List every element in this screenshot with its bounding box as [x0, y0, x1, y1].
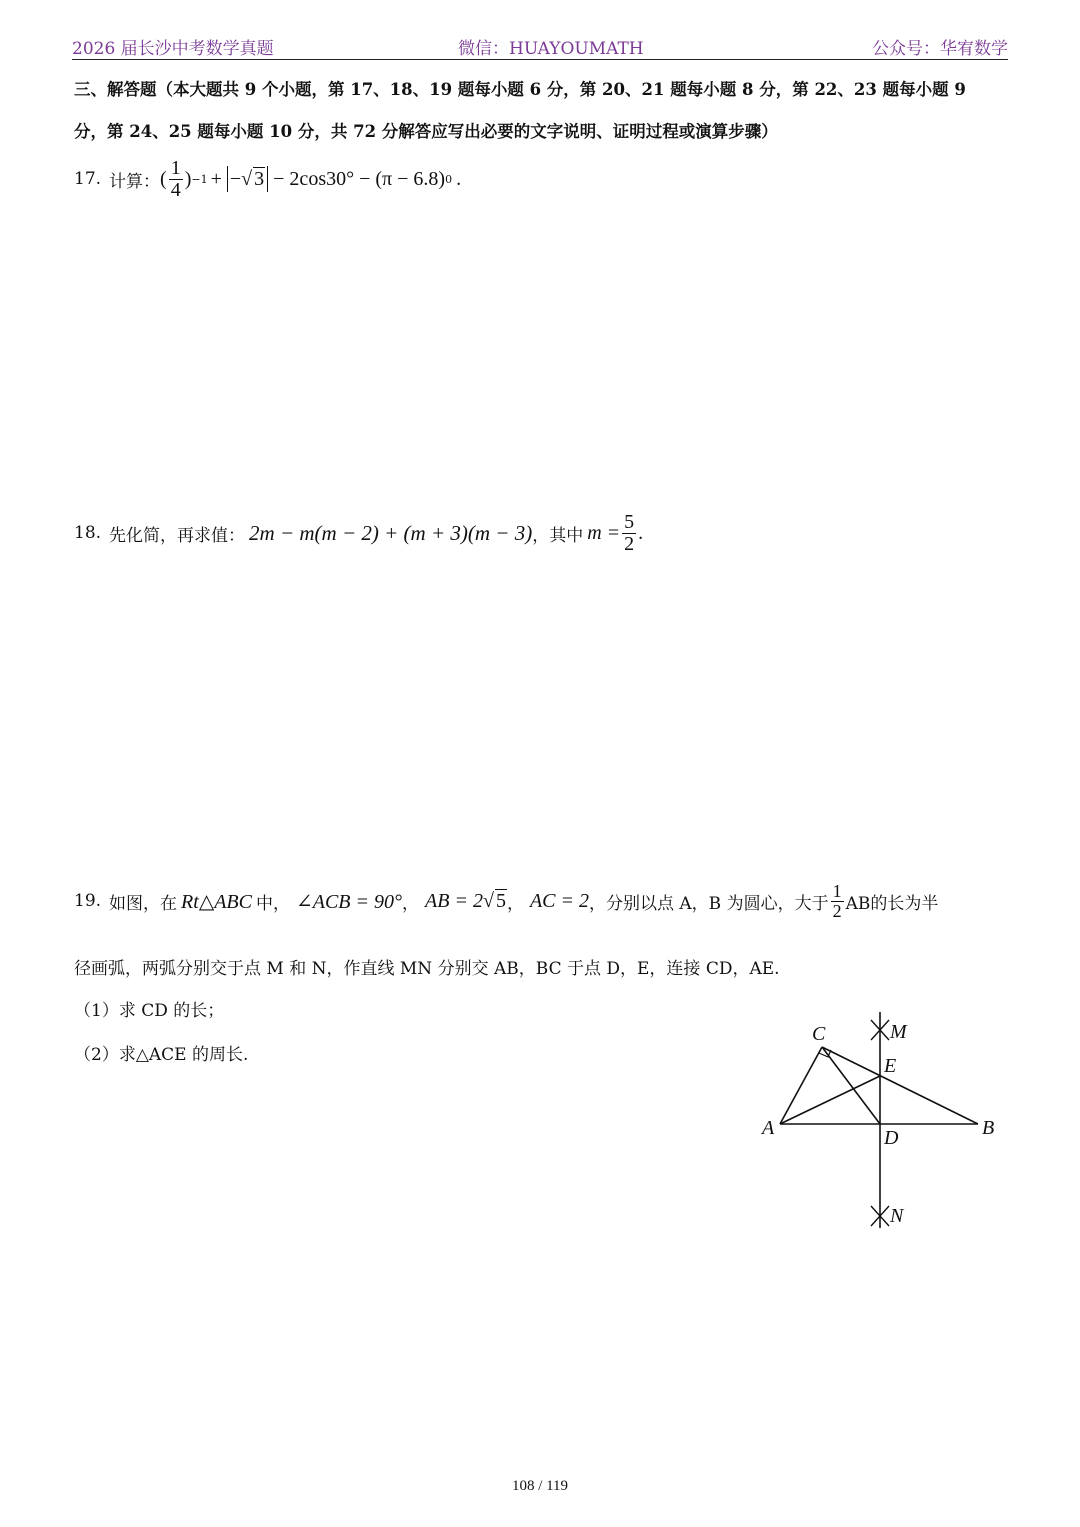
header-wechat: 微信：HUAYOUMATH: [458, 39, 644, 59]
question-19-sub1: （1）求 CD 的长；: [74, 1001, 225, 1021]
label-b: B: [982, 1117, 995, 1139]
label-d: D: [884, 1127, 899, 1149]
question-18: 18. 先化简，再求值： 2m − m(m − 2) + (m + 3)(m − 3) ，其中 m = $\frac{5}{2}$ .: [74, 510, 644, 555]
header-rule: [72, 59, 1008, 60]
q17-abs-right: [267, 166, 268, 192]
question-17-number: 17.: [74, 169, 102, 189]
header-public-account: 公众号：华宥数学: [872, 39, 1008, 59]
q19-sqrt: 5: [495, 889, 506, 912]
question-17: 17. 计算： ( $\frac{1}{4}$ ) −1 + − √ 3 − 2cos30° − (π − 6.8) 0 .: [74, 156, 462, 201]
segment-cd: [822, 1047, 880, 1124]
q17-sqrt: 3: [254, 167, 265, 190]
question-19-line1: 19. 如图，在 Rt△ABC 中， ∠ACB = 90° ， AB = 2 √ 5 ， AC = 2 ，分别以点 A，B 为圆心，大于 $\frac{1}{2}$ AB的长为半: [74, 880, 939, 921]
q17-fraction: $\frac{1}{4}$: [170, 156, 181, 201]
section-heading-line1: 三、解答题（本大题共 9 个小题，第 17、18、19 题每小题 6 分，第 20、21 题每小题 8 分，第 22、23 题每小题 9: [74, 80, 966, 99]
segment-ac: [780, 1047, 822, 1124]
question-17-lead: 计算：: [109, 171, 161, 192]
question-19-number: 19.: [74, 891, 102, 911]
q17-abs-left: [227, 166, 228, 192]
label-c: C: [812, 1023, 826, 1045]
q18-expression: 2m − m(m − 2) + (m + 3)(m − 3): [249, 520, 533, 545]
question-19-line2: 径画弧，两弧分别交于点 M 和 N，作直线 MN 分别交 AB，BC 于点 D，E，连接 CD，AE.: [74, 959, 780, 979]
label-e: E: [884, 1055, 897, 1077]
q19-angle: ∠ACB = 90°: [295, 890, 403, 913]
q19-fraction: $\frac{1}{2}$: [832, 880, 842, 921]
page-number: 108 / 119: [511, 1478, 569, 1494]
geometry-figure: [740, 1000, 1020, 1240]
question-19-sub2: （2）求△ACE 的周长.: [74, 1045, 249, 1065]
label-a: A: [762, 1117, 775, 1139]
header-left-title: 2026 届长沙中考数学真题: [72, 39, 274, 59]
label-n: N: [890, 1205, 904, 1227]
q17-rest: − 2cos30° − (π − 6.8): [273, 167, 446, 190]
q19-triangle: Rt△ABC: [181, 890, 252, 913]
question-18-number: 18.: [74, 523, 102, 543]
q17-exponent-neg1: −1: [191, 172, 208, 186]
segment-cb: [822, 1047, 978, 1124]
question-18-lead: 先化简，再求值：: [109, 525, 246, 546]
section-heading-line2: 分，第 24、25 题每小题 10 分，共 72 分解答应写出必要的文字说明、证明过程或演算步骤）: [74, 122, 778, 141]
label-m: M: [890, 1021, 907, 1043]
q18-fraction: $\frac{5}{2}$: [624, 510, 635, 555]
segment-ae: [780, 1076, 880, 1124]
